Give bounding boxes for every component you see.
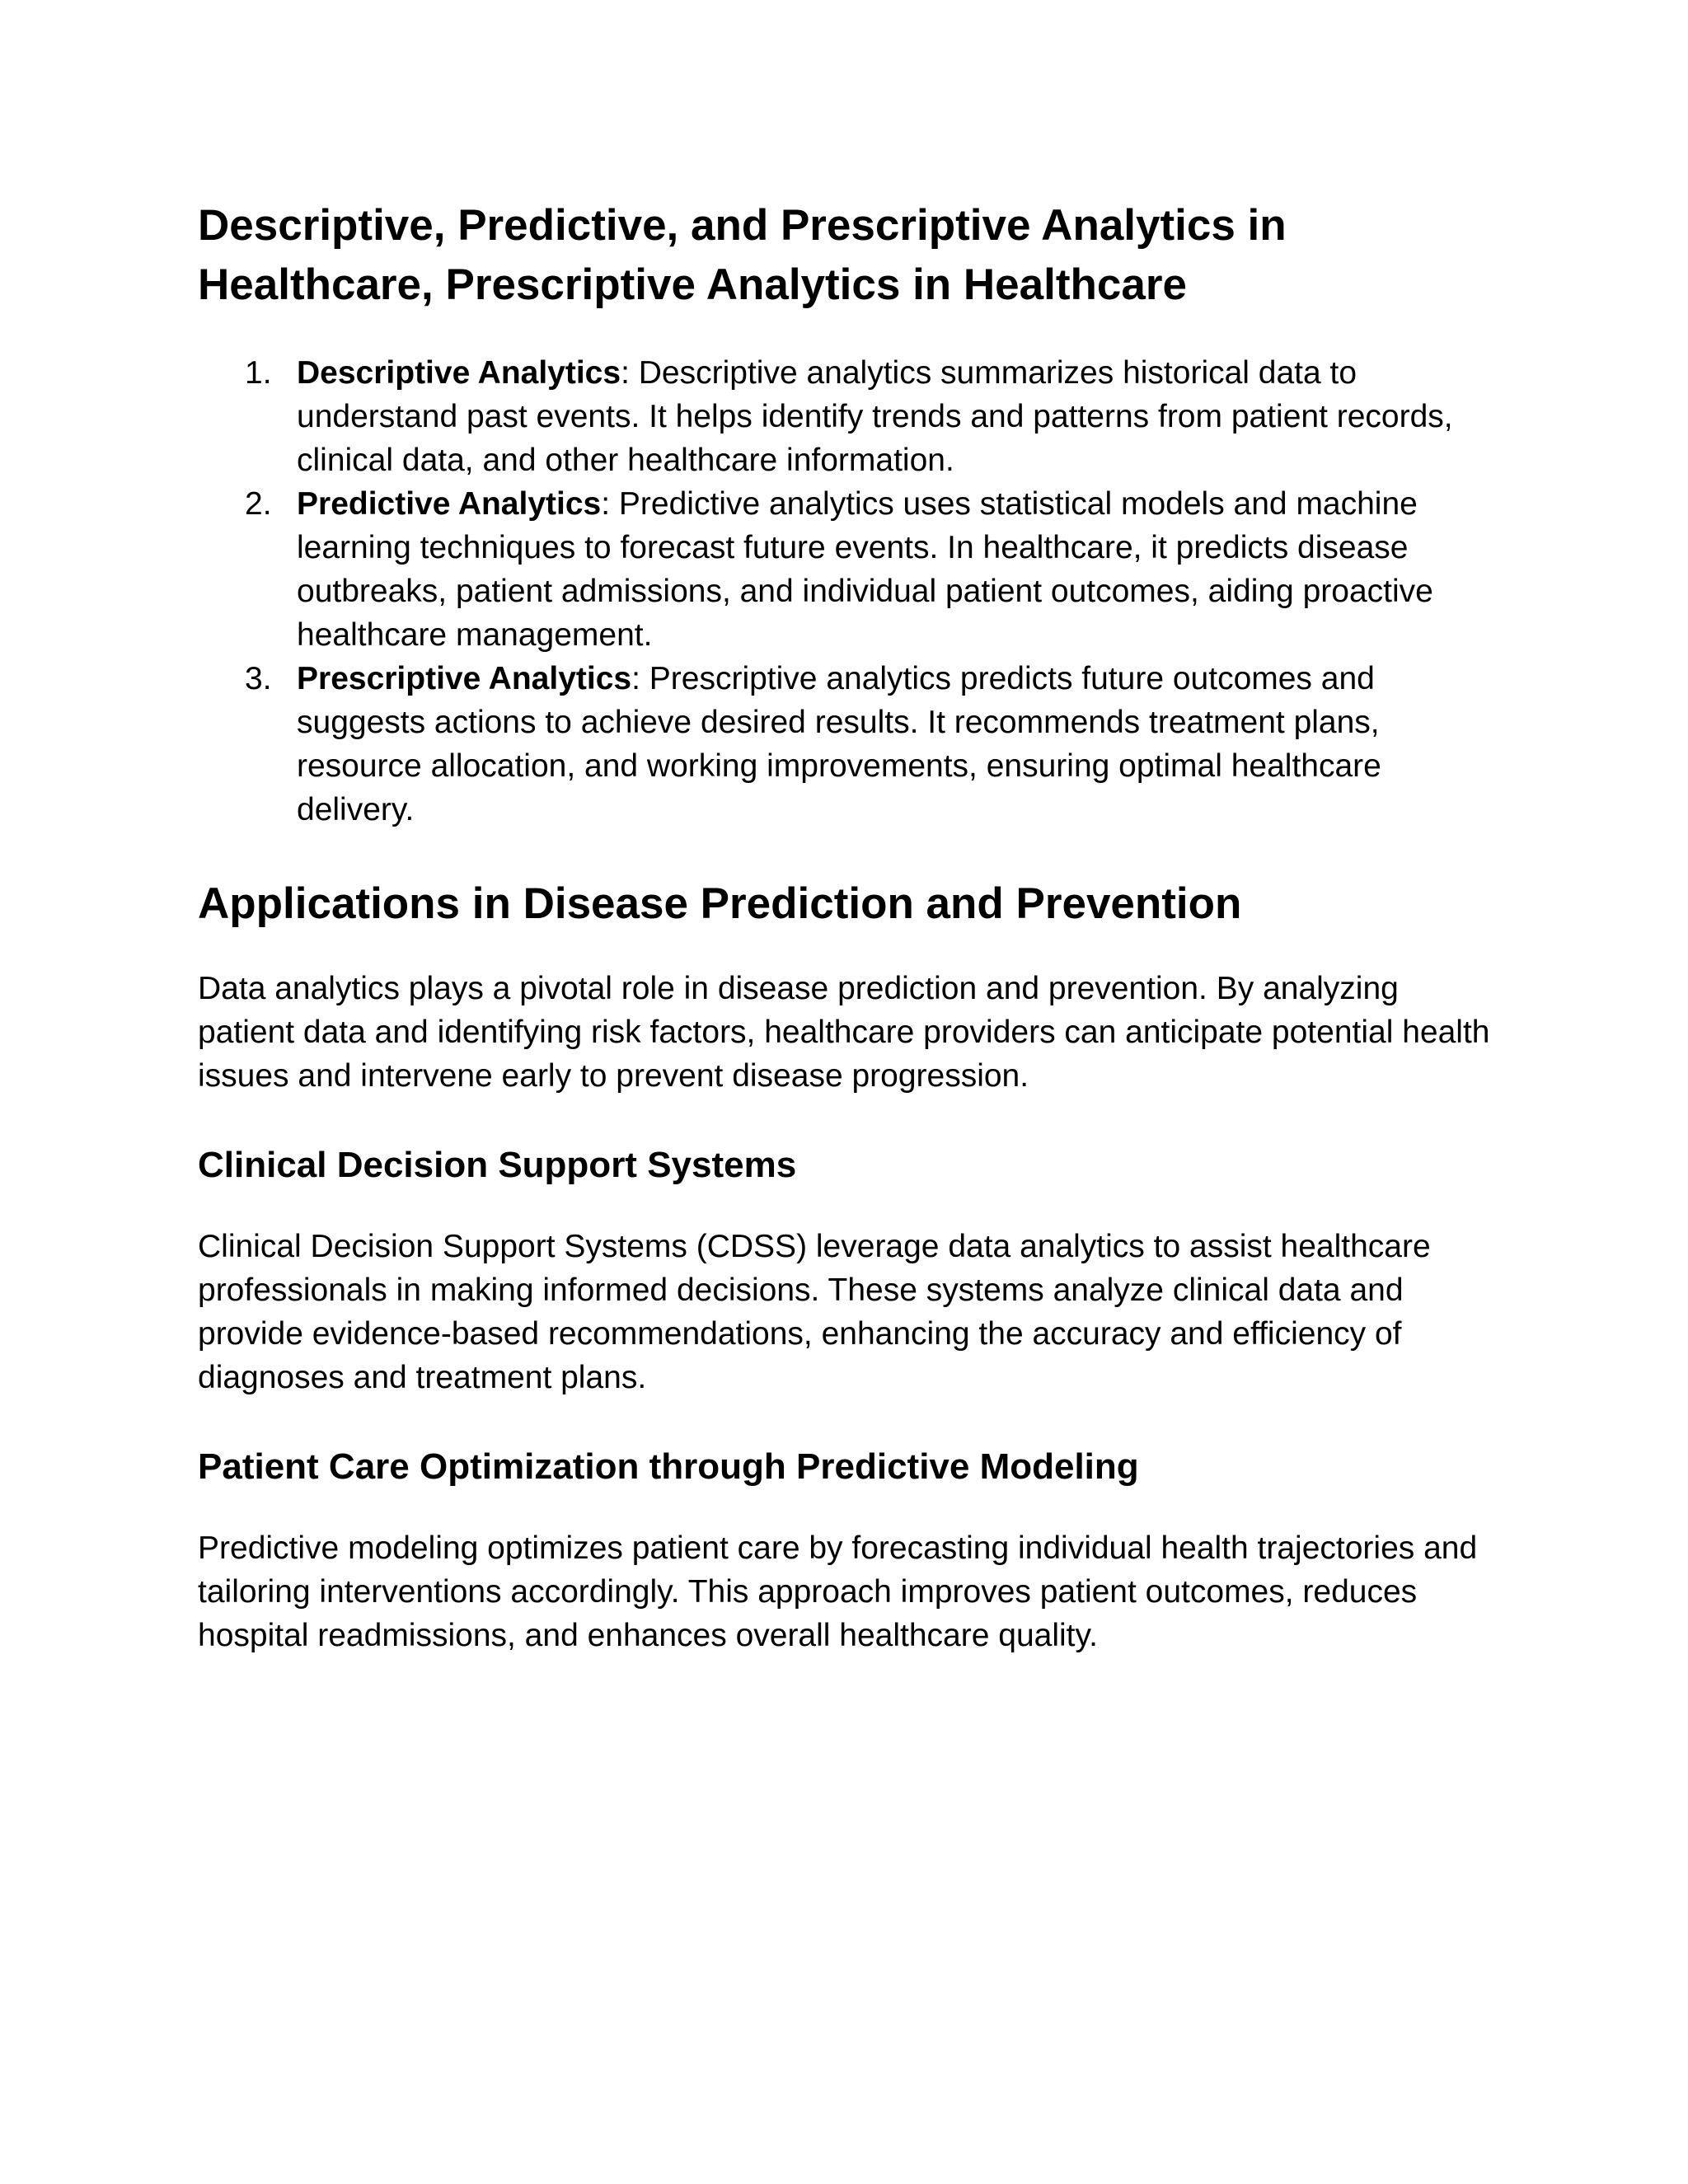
section-body-cdss: Clinical Decision Support Systems (CDSS) leverage data analytics to assist healthcare professionals in making informed decisions. These systems analyze clinical data and provide evidence-based recommendations, enhancing the accuracy and efficiency of diagnoses and treatment plans. (198, 1229, 1431, 1395)
list-item (198, 482, 1500, 657)
analytics-types-list (198, 351, 1500, 832)
list-item-term: Predictive Analytics (297, 486, 602, 522)
section-heading-applications: Applications in Disease Prediction and Prevention (198, 879, 1242, 928)
list-item-number: 3. (245, 661, 272, 696)
list-item-text: : Predictive analytics uses statistical models and machine learning techniques to forecast future events. In healthcare, it predicts disease outbreaks, patient admissions, and individual patient outcomes, aiding proactive healthcare management. (297, 486, 1433, 653)
list-item (198, 657, 1500, 832)
list-item-term: Descriptive Analytics (297, 355, 621, 391)
list-item-text: : Descriptive analytics summarizes historical data to understand past events. It helps identify trends and patterns from patient records, clinical data, and other healthcare information. (297, 355, 1453, 478)
document-page (198, 196, 1500, 1657)
list-item-term: Prescriptive Analytics (297, 661, 632, 696)
section-heading-patient-care: Patient Care Optimization through Predictive Modeling (198, 1446, 1139, 1487)
section-body-patient-care: Predictive modeling optimizes patient care by forecasting individual health trajectories and tailoring interventions accordingly. This approach improves patient outcomes, reduces hospital readmissions, and enhances overall healthcare quality. (198, 1530, 1478, 1653)
list-item-number: 2. (245, 486, 272, 522)
list-item-text: : Prescriptive analytics predicts future outcomes and suggests actions to achieve desired results. It recommends treatment plans, resource allocation, and working improvements, ensuring optimal healthcare delivery. (297, 661, 1381, 827)
document-title: Descriptive, Predictive, and Prescriptive Analytics in Healthcare, Prescriptive Analytics in Healthcare (198, 201, 1287, 309)
section-heading-cdss: Clinical Decision Support Systems (198, 1145, 797, 1185)
section-body-applications: Data analytics plays a pivotal role in disease prediction and prevention. By analyzing patient data and identifying risk factors, healthcare providers can anticipate potential health issues and intervene early to prevent disease progression. (198, 971, 1490, 1094)
list-item (198, 351, 1500, 482)
list-item-number: 1. (245, 355, 272, 391)
